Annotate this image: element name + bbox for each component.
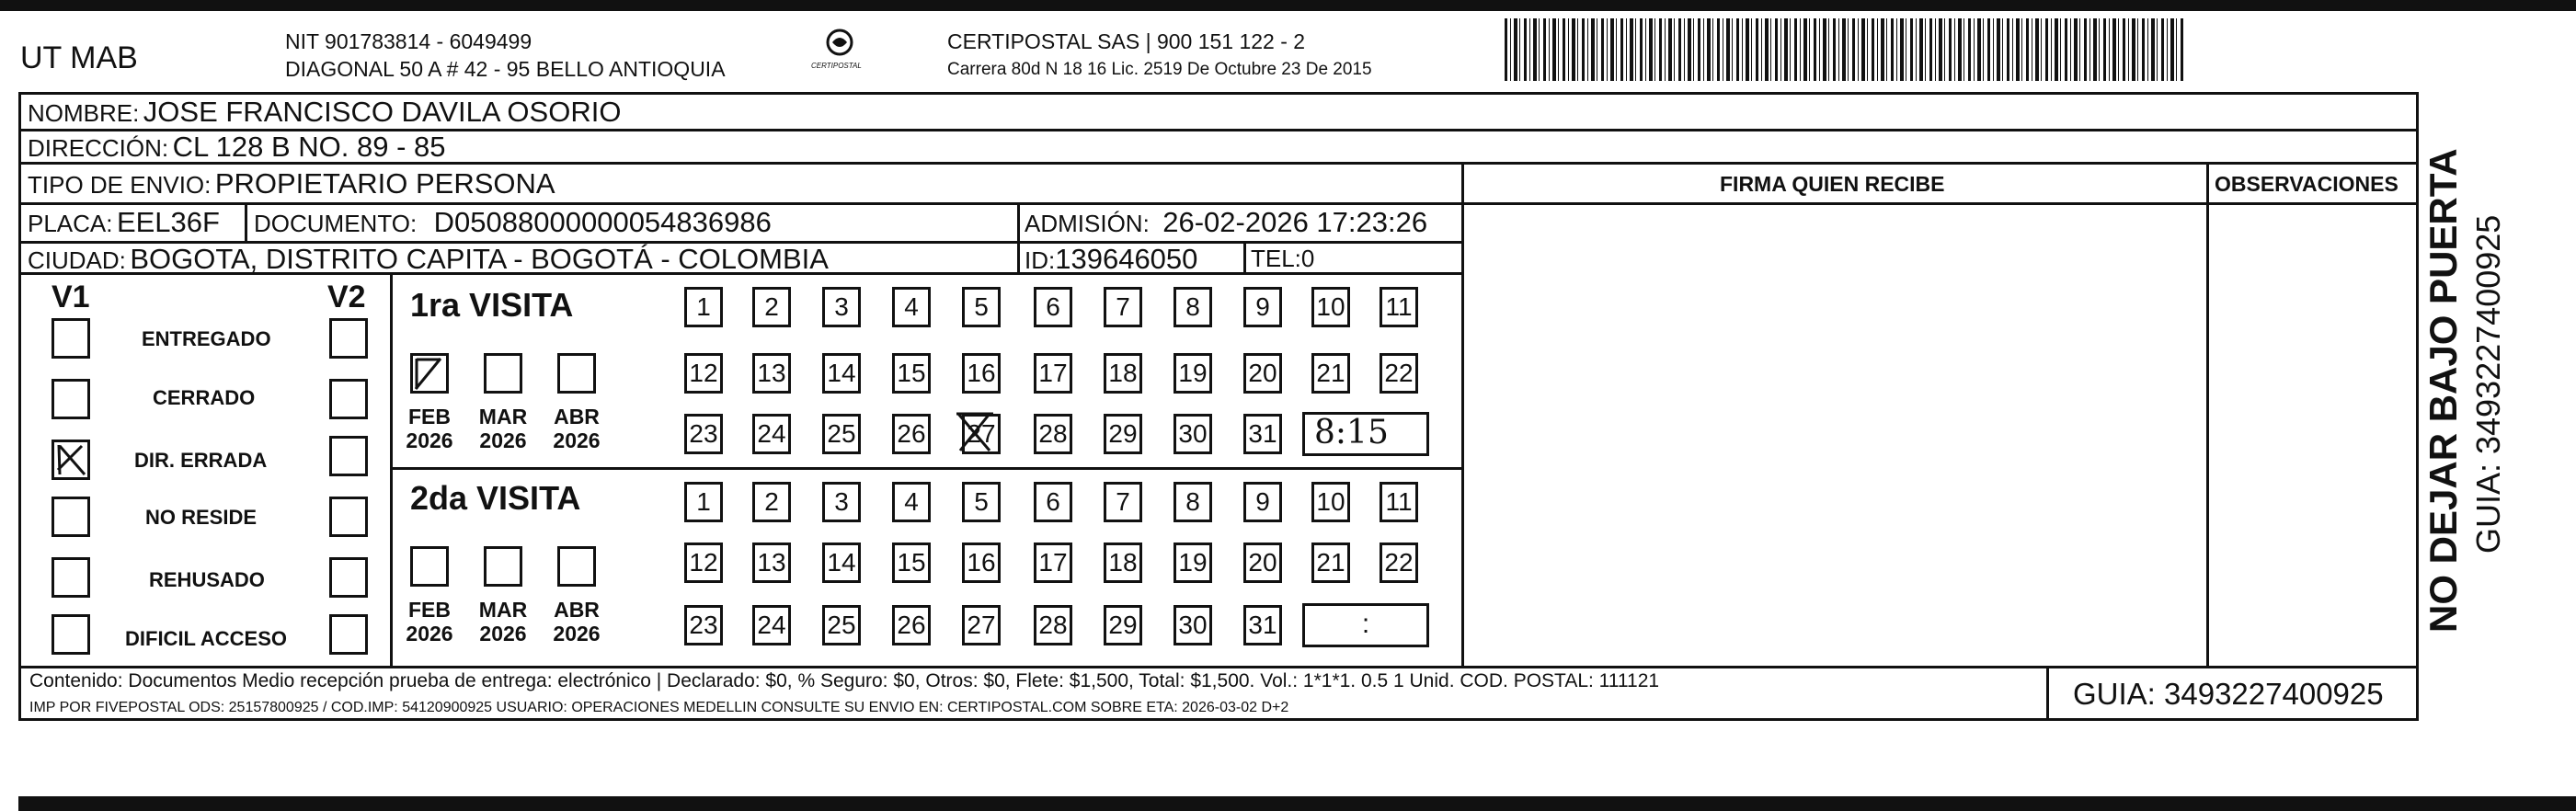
day-number: 10 (1316, 292, 1345, 321)
visit2-time-box[interactable] (1302, 603, 1429, 647)
observaciones-label: OBSERVACIONES (2215, 172, 2399, 196)
checkmark-icon (54, 442, 87, 477)
month-year: 2026 (479, 428, 527, 453)
day-box-22[interactable] (1380, 353, 1418, 394)
footer-guia: GUIA: 3493227400925 (2073, 677, 2384, 711)
day-number: 14 (827, 359, 856, 387)
rule-8 (245, 202, 247, 241)
visit1-month-abr-checkbox[interactable] (557, 353, 596, 394)
day-box-23[interactable] (684, 605, 723, 645)
sender-code: UT MAB (20, 40, 138, 75)
visit2-time: : (1361, 609, 1370, 639)
top-scan-border (0, 0, 2576, 11)
day-box-31[interactable] (1243, 414, 1282, 454)
rule-9 (1017, 202, 1020, 272)
day-number: 30 (1178, 419, 1208, 448)
no-dejar-bajo-puerta: NO DEJAR BAJO PUERTA (2421, 148, 2465, 633)
day-box-16[interactable] (962, 543, 1001, 583)
day-number: 22 (1384, 548, 1414, 577)
day-box-14[interactable] (822, 543, 861, 583)
day-number: 8 (1185, 292, 1200, 321)
day-box-13[interactable] (752, 543, 791, 583)
direccion-label: DIRECCIÓN: (28, 134, 169, 162)
day-box-30[interactable] (1174, 414, 1212, 454)
day-number: 4 (904, 292, 919, 321)
month-year: 2026 (479, 622, 527, 646)
day-number: 27 (967, 611, 996, 639)
nombre-label: NOMBRE: (28, 99, 140, 127)
day-box-8[interactable] (1174, 482, 1212, 522)
v2-checkbox-dificil-acceso[interactable] (329, 614, 368, 655)
placa-row (28, 208, 220, 236)
v2-checkbox-dir-errada[interactable] (329, 436, 368, 476)
month-name: ABR (554, 405, 600, 428)
carrier-line2: Carrera 80d N 18 16 Lic. 2519 De Octubre 23 De 2015 (947, 60, 1372, 79)
day-number: 7 (1116, 292, 1130, 321)
day-box-4[interactable] (892, 287, 931, 327)
day-box-3[interactable] (822, 287, 861, 327)
ciudad-row (28, 245, 829, 273)
day-box-1[interactable] (684, 287, 723, 327)
day-number: 13 (757, 548, 786, 577)
rule-11 (390, 272, 393, 668)
day-box-20[interactable] (1243, 543, 1282, 583)
day-number: 6 (1046, 292, 1060, 321)
day-box-20[interactable] (1243, 353, 1282, 394)
day-box-1[interactable] (684, 482, 723, 522)
tipo-label: TIPO DE ENVIO: (28, 171, 212, 199)
day-number: 16 (967, 548, 996, 577)
day-number: 28 (1038, 611, 1068, 639)
visit2-month-feb-checkbox[interactable] (410, 546, 449, 587)
id-label: ID: (1025, 246, 1056, 274)
day-number: 3 (834, 292, 849, 321)
visit1-month-mar (473, 405, 533, 453)
ciudad-label: CIUDAD: (28, 246, 126, 274)
bottom-scan-border (18, 796, 2576, 811)
day-box-25[interactable] (822, 414, 861, 454)
day-box-26[interactable] (892, 414, 931, 454)
day-box-15[interactable] (892, 543, 931, 583)
barcode (1505, 18, 2185, 81)
day-box-5[interactable] (962, 482, 1001, 522)
admision-label: ADMISIÓN: (1025, 210, 1150, 237)
side-guia: GUIA: 3493227400925 (2469, 214, 2507, 554)
day-number: 17 (1038, 548, 1068, 577)
carrier-logo (807, 28, 872, 74)
day-box-27[interactable] (962, 605, 1001, 645)
checkmark-icon (413, 356, 446, 391)
id-row (1025, 245, 1197, 273)
day-number: 20 (1248, 548, 1277, 577)
month-year: 2026 (406, 622, 453, 646)
visit1-month-feb-checkbox[interactable] (410, 353, 449, 394)
day-box-9[interactable] (1243, 287, 1282, 327)
day-number: 12 (689, 548, 718, 577)
placa-value: EEL36F (116, 206, 220, 238)
day-number: 25 (827, 611, 856, 639)
visit2-month-mar-checkbox[interactable] (484, 546, 522, 587)
v1-checkbox-cerrado[interactable] (52, 379, 90, 419)
documento-label: DOCUMENTO: (254, 210, 418, 237)
month-name: FEB (408, 405, 451, 428)
day-box-31[interactable] (1243, 605, 1282, 645)
day-box-24[interactable] (752, 414, 791, 454)
nombre-value: JOSE FRANCISCO DAVILA OSORIO (143, 96, 622, 128)
day-number: 2 (764, 292, 779, 321)
nombre-row (28, 97, 621, 126)
day-box-6[interactable] (1034, 287, 1072, 327)
day-number: 23 (689, 611, 718, 639)
month-year: 2026 (406, 428, 453, 453)
visit1-time-box[interactable] (1302, 412, 1429, 456)
visit2-title: 2da VISITA (410, 479, 581, 517)
visit1-month-mar-checkbox[interactable] (484, 353, 522, 394)
sender-nit: NIT 901783814 - 6049499 (285, 29, 532, 53)
visit1-title: 1ra VISITA (410, 286, 574, 324)
footer-line2: IMP POR FIVEPOSTAL ODS: 25157800925 / COD.IMP: 54120900925 USUARIO: OPERACIONES MEDELLIN CONSULTE SU ENVIO EN: CERTIPOSTAL.COM SOBRE ETA: 2026-03-02 D+2 (29, 700, 1289, 715)
day-box-4[interactable] (892, 482, 931, 522)
day-number: 5 (974, 292, 989, 321)
admision-value: 26-02-2026 17:23:26 (1162, 206, 1428, 238)
logo-text: CERTIPOSTAL (811, 62, 862, 70)
day-box-26[interactable] (892, 605, 931, 645)
carrier-line1: CERTIPOSTAL SAS | 900 151 122 - 2 (947, 29, 1306, 53)
v2-checkbox-entregado[interactable] (329, 318, 368, 359)
day-number: 20 (1248, 359, 1277, 387)
day-number: 3 (834, 487, 849, 516)
day-box-9[interactable] (1243, 482, 1282, 522)
day-box-15[interactable] (892, 353, 931, 394)
day-number: 19 (1178, 548, 1208, 577)
day-27-check-icon (953, 410, 995, 454)
day-number: 31 (1248, 419, 1277, 448)
tipo-row (28, 169, 555, 198)
day-number: 9 (1255, 487, 1270, 516)
day-box-12[interactable] (684, 543, 723, 583)
day-number: 2 (764, 487, 779, 516)
rule-6 (1461, 162, 1464, 668)
day-box-19[interactable] (1174, 543, 1212, 583)
day-number: 31 (1248, 611, 1277, 639)
day-number: 26 (897, 419, 926, 448)
day-box-23[interactable] (684, 414, 723, 454)
visit2-month-mar (473, 598, 533, 646)
day-number: 21 (1316, 359, 1345, 387)
day-box-18[interactable] (1104, 353, 1142, 394)
day-number: 14 (827, 548, 856, 577)
v2-label: V2 (327, 280, 366, 314)
day-number: 22 (1384, 359, 1414, 387)
day-number: 6 (1046, 487, 1060, 516)
v1-checkbox-rehusado[interactable] (52, 557, 90, 598)
day-box-2[interactable] (752, 482, 791, 522)
day-number: 24 (757, 611, 786, 639)
v1-label: V1 (52, 280, 90, 314)
day-number: 18 (1108, 359, 1138, 387)
direccion-value: CL 128 B NO. 89 - 85 (172, 131, 446, 163)
month-name: MAR (478, 405, 528, 428)
day-box-10[interactable] (1311, 482, 1350, 522)
day-number: 15 (897, 359, 926, 387)
tel-row (1251, 246, 1314, 270)
day-number: 28 (1038, 419, 1068, 448)
day-box-17[interactable] (1034, 543, 1072, 583)
visit2-month-abr-checkbox[interactable] (557, 546, 596, 587)
month-year: 2026 (553, 428, 601, 453)
day-number: 25 (827, 419, 856, 448)
day-box-29[interactable] (1104, 414, 1142, 454)
day-box-12[interactable] (684, 353, 723, 394)
placa-label: PLACA: (28, 210, 113, 237)
documento-value: D05088000000054836986 (433, 206, 772, 238)
day-box-7[interactable] (1104, 482, 1142, 522)
day-number: 5 (974, 487, 989, 516)
v2-checkbox-no-reside[interactable] (329, 497, 368, 537)
v2-checkbox-rehusado[interactable] (329, 557, 368, 598)
day-number: 16 (967, 359, 996, 387)
tel-value: 0 (1300, 245, 1315, 272)
day-number: 30 (1178, 611, 1208, 639)
day-box-3[interactable] (822, 482, 861, 522)
day-box-22[interactable] (1380, 543, 1418, 583)
day-box-6[interactable] (1034, 482, 1072, 522)
day-box-17[interactable] (1034, 353, 1072, 394)
day-box-10[interactable] (1311, 287, 1350, 327)
v2-checkbox-cerrado[interactable] (329, 379, 368, 419)
day-number: 27 (967, 419, 996, 448)
footer-line1: Contenido: Documentos Medio recepción prueba de entrega: electrónico | Declarado: $0, % Seguro: $0, Otros: $0, Flete: $1,500, Total: $1,500. Vol.: 1*1*1. 0.5 1 Unid. COD. POSTAL: 111121 (29, 670, 1660, 691)
day-number: 9 (1255, 292, 1270, 321)
day-box-21[interactable] (1311, 353, 1350, 394)
day-box-7[interactable] (1104, 287, 1142, 327)
day-number: 26 (897, 611, 926, 639)
day-box-2[interactable] (752, 287, 791, 327)
day-number: 11 (1385, 292, 1413, 321)
month-name: FEB (408, 598, 451, 622)
day-number: 11 (1385, 487, 1413, 516)
day-box-19[interactable] (1174, 353, 1212, 394)
day-box-11[interactable] (1380, 482, 1418, 522)
day-box-21[interactable] (1311, 543, 1350, 583)
day-box-5[interactable] (962, 287, 1001, 327)
day-box-13[interactable] (752, 353, 791, 394)
day-box-28[interactable] (1034, 414, 1072, 454)
rule-13 (18, 666, 2419, 668)
v1-checkbox-dificil-acceso[interactable] (52, 614, 90, 655)
visit1-month-feb (399, 405, 460, 453)
tel-label: TEL: (1251, 245, 1301, 272)
tipo-value: PROPIETARIO PERSONA (214, 167, 555, 200)
status-dir-errada: DIR. ERRADA (134, 449, 268, 472)
rule-3 (18, 202, 2419, 205)
day-number: 19 (1178, 359, 1208, 387)
v1-checkbox-no-reside[interactable] (52, 497, 90, 537)
rule-7 (2206, 162, 2209, 668)
day-box-24[interactable] (752, 605, 791, 645)
firma-label: FIRMA QUIEN RECIBE (1720, 172, 1945, 196)
day-number: 29 (1108, 419, 1138, 448)
rule-14 (2046, 666, 2049, 721)
v1-checkbox-entregado[interactable] (52, 318, 90, 359)
day-number: 13 (757, 359, 786, 387)
status-cerrado: CERRADO (153, 386, 256, 409)
status-entregado: ENTREGADO (142, 327, 271, 350)
day-number: 29 (1108, 611, 1138, 639)
visit2-month-feb (399, 598, 460, 646)
status-no-reside: NO RESIDE (145, 506, 258, 529)
day-number: 12 (689, 359, 718, 387)
month-year: 2026 (553, 622, 601, 646)
day-box-30[interactable] (1174, 605, 1212, 645)
day-number: 15 (897, 548, 926, 577)
day-number: 7 (1116, 487, 1130, 516)
day-box-16[interactable] (962, 353, 1001, 394)
day-number: 4 (904, 487, 919, 516)
ciudad-value: BOGOTA, DISTRITO CAPITA - BOGOTÁ - COLOMBIA (130, 243, 829, 275)
visit2-month-abr (546, 598, 607, 646)
day-box-25[interactable] (822, 605, 861, 645)
visit1-month-abr (546, 405, 607, 453)
sender-address: DIAGONAL 50 A # 42 - 95 BELLO ANTIOQUIA (285, 57, 726, 81)
day-box-18[interactable] (1104, 543, 1142, 583)
month-name: MAR (478, 598, 528, 622)
day-box-14[interactable] (822, 353, 861, 394)
v1-checkbox-dir-errada[interactable] (52, 440, 90, 480)
day-number: 1 (696, 487, 711, 516)
day-number: 1 (696, 292, 711, 321)
day-box-29[interactable] (1104, 605, 1142, 645)
id-value: 139646050 (1055, 243, 1198, 275)
admision-row (1025, 208, 1427, 236)
month-name: ABR (554, 598, 600, 622)
day-box-11[interactable] (1380, 287, 1418, 327)
status-rehusado: REHUSADO (149, 568, 265, 591)
visit1-time: 8:15 (1314, 414, 1389, 451)
day-box-28[interactable] (1034, 605, 1072, 645)
status-dificil-acceso: DIFICIL ACCESO (125, 627, 288, 650)
day-box-8[interactable] (1174, 287, 1212, 327)
day-number: 8 (1185, 487, 1200, 516)
rule-12 (390, 467, 1462, 470)
day-number: 18 (1108, 548, 1138, 577)
day-number: 10 (1316, 487, 1345, 516)
rule-10 (1243, 241, 1246, 272)
documento-row (254, 208, 772, 236)
day-number: 21 (1316, 548, 1345, 577)
day-number: 23 (689, 419, 718, 448)
direccion-row (28, 132, 446, 161)
day-number: 17 (1038, 359, 1068, 387)
day-number: 24 (757, 419, 786, 448)
